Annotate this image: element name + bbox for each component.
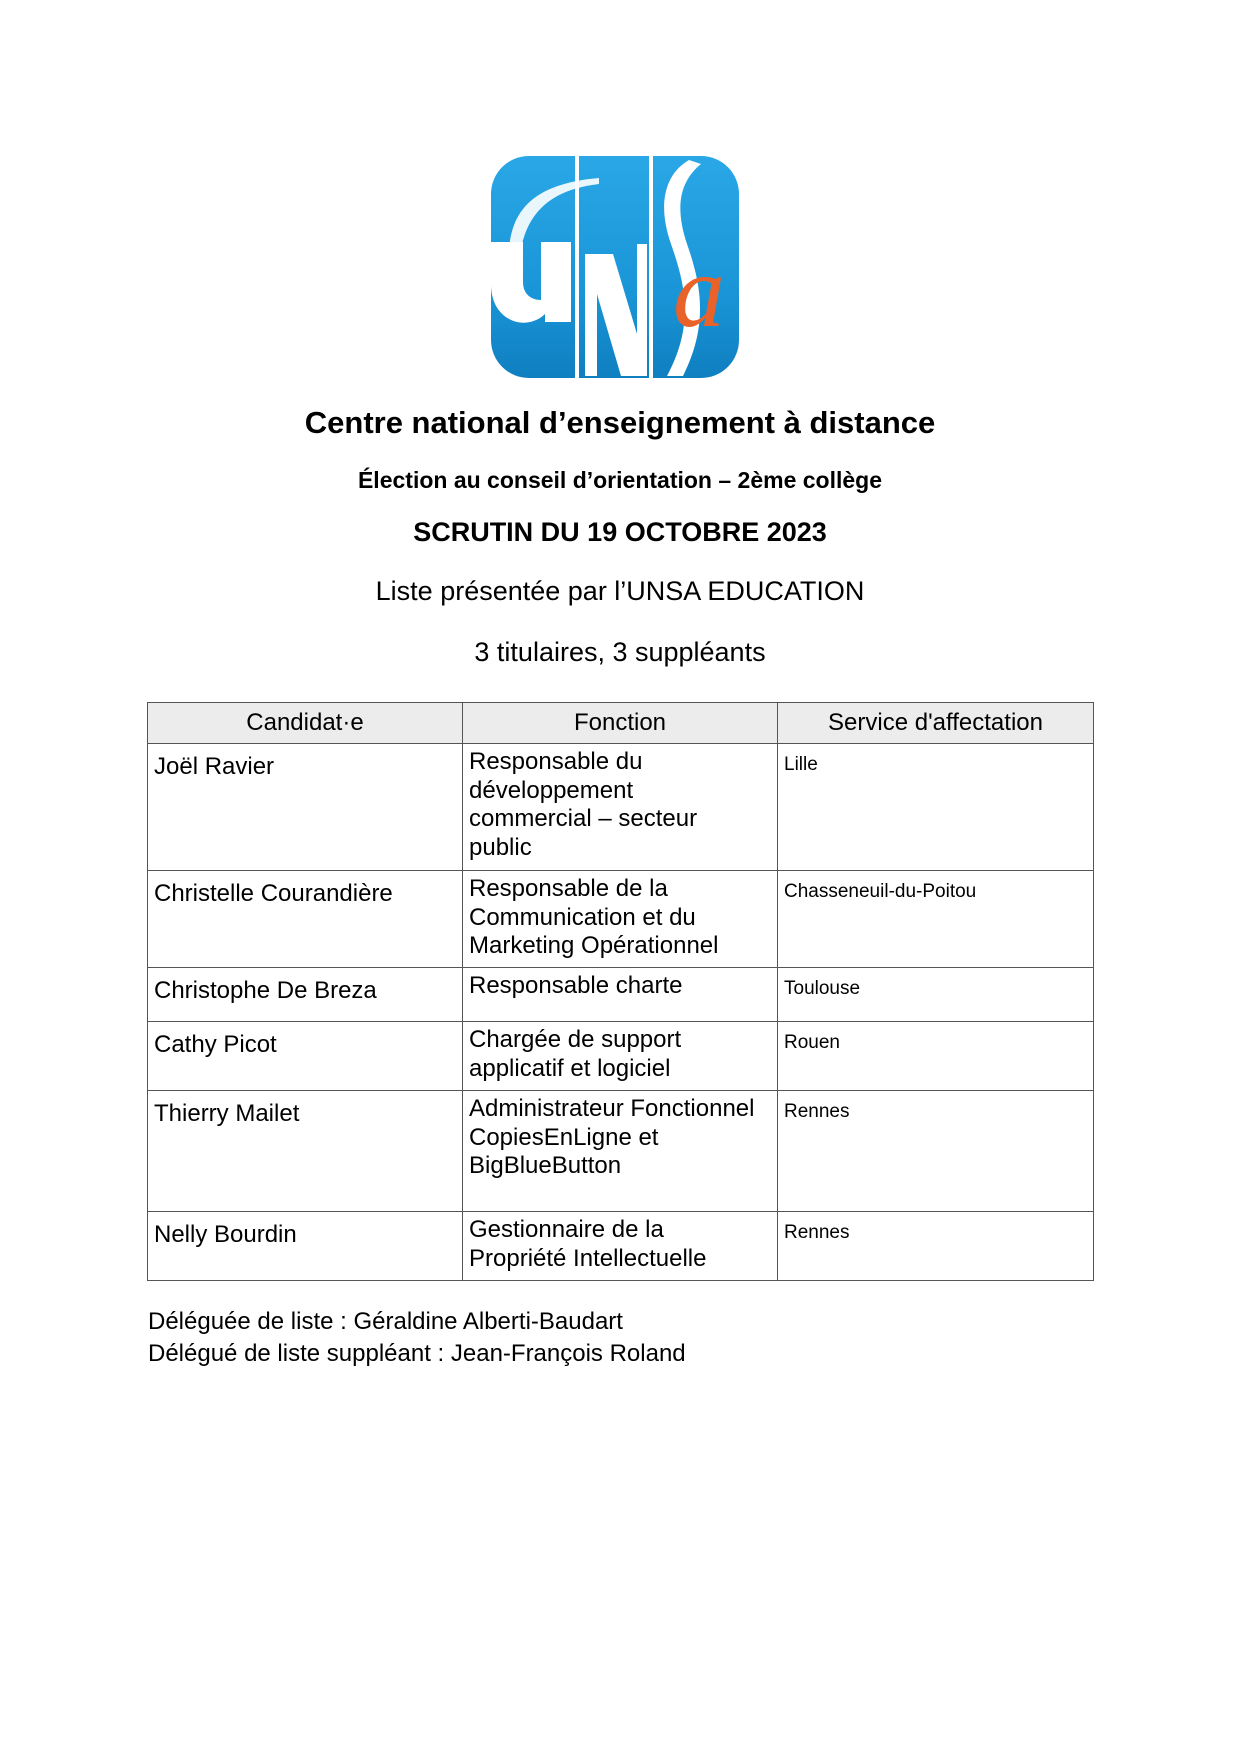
function-cell bbox=[463, 744, 778, 871]
service-cell bbox=[778, 968, 1094, 1022]
function-line: public bbox=[469, 833, 532, 861]
function-cell bbox=[463, 1212, 778, 1281]
function-text bbox=[463, 1022, 777, 1083]
column-header-candidate: Candidat·e bbox=[148, 703, 463, 744]
function-line: Communication et du bbox=[469, 903, 696, 931]
function-cell bbox=[463, 1091, 778, 1212]
function-line: applicatif et logiciel bbox=[469, 1054, 671, 1082]
table-row bbox=[148, 744, 1094, 871]
candidate-cell bbox=[148, 1022, 463, 1091]
list-presenter: Liste présentée par l’UNSA EDUCATION bbox=[375, 576, 865, 606]
logo-divider-2 bbox=[649, 156, 653, 378]
function-line: Responsable charte bbox=[469, 972, 683, 999]
unsa-logo bbox=[489, 154, 749, 382]
column-header-function: Fonction bbox=[463, 703, 778, 744]
service-cell bbox=[778, 744, 1094, 871]
candidate-cell bbox=[148, 871, 463, 968]
function-line: développement bbox=[469, 776, 634, 804]
function-text bbox=[463, 744, 777, 862]
function-line: Responsable de la bbox=[469, 875, 668, 902]
candidate-cell bbox=[148, 744, 463, 871]
ballot-date: SCRUTIN DU 19 OCTOBRE 2023 bbox=[413, 517, 827, 547]
function-line: Marketing Opérationnel bbox=[469, 932, 719, 959]
service-location: Chasseneuil-du-Poitou bbox=[784, 881, 977, 902]
function-cell bbox=[463, 1022, 778, 1091]
function-text bbox=[463, 1212, 777, 1273]
table-row bbox=[148, 968, 1094, 1022]
delegates bbox=[148, 1306, 686, 1370]
candidate-name: Christophe De Breza bbox=[154, 977, 377, 1004]
service-cell bbox=[778, 1212, 1094, 1281]
logo-letter-a: a bbox=[673, 234, 725, 349]
service-location: Toulouse bbox=[784, 978, 861, 999]
table-row bbox=[148, 871, 1094, 968]
service-location: Rennes bbox=[784, 1222, 850, 1243]
table-row bbox=[148, 1091, 1094, 1212]
function-cell bbox=[463, 871, 778, 968]
candidate-name: Nelly Bourdin bbox=[154, 1221, 297, 1248]
logo-divider-1 bbox=[575, 156, 579, 378]
candidate-name: Cathy Picot bbox=[154, 1031, 277, 1058]
service-location: Rouen bbox=[784, 1032, 840, 1053]
service-location: Lille bbox=[784, 754, 818, 775]
candidate-name: Christelle Courandière bbox=[154, 880, 393, 907]
service-location: Rennes bbox=[784, 1101, 850, 1122]
function-line: commercial – secteur bbox=[469, 805, 698, 832]
organization-title: Centre national d’enseignement à distance bbox=[304, 405, 936, 440]
unsa-logo-graphic bbox=[489, 154, 749, 382]
list-deputy-delegate: Délégué de liste suppléant : Jean-François Roland bbox=[148, 1340, 686, 1367]
function-line: Responsable du bbox=[469, 748, 643, 775]
function-line: Chargée de support bbox=[469, 1026, 682, 1053]
function-text bbox=[463, 1091, 777, 1181]
table-row bbox=[148, 1212, 1094, 1281]
function-line: CopiesEnLigne et bbox=[469, 1123, 659, 1151]
function-cell bbox=[463, 968, 778, 1022]
candidate-cell bbox=[148, 968, 463, 1022]
function-text bbox=[463, 968, 777, 1001]
election-subtitle: Élection au conseil d’orientation – 2ème collège bbox=[357, 467, 883, 493]
service-cell bbox=[778, 871, 1094, 968]
seats-count: 3 titulaires, 3 suppléants bbox=[474, 637, 766, 667]
candidate-name: Thierry Mailet bbox=[154, 1100, 300, 1127]
table-header-row bbox=[148, 703, 1094, 744]
function-line: Gestionnaire de la bbox=[469, 1216, 664, 1243]
function-line: BigBlueButton bbox=[469, 1152, 622, 1179]
column-header-service: Service d'affectation bbox=[778, 703, 1094, 744]
table-row bbox=[148, 1022, 1094, 1091]
candidate-name: Joël Ravier bbox=[154, 753, 275, 780]
function-line: Propriété Intellectuelle bbox=[469, 1244, 707, 1272]
candidates-table bbox=[147, 702, 1094, 1281]
function-line: Administrateur Fonctionnel bbox=[469, 1095, 755, 1122]
service-cell bbox=[778, 1091, 1094, 1212]
candidate-cell bbox=[148, 1091, 463, 1212]
list-delegate: Déléguée de liste : Géraldine Alberti-Baudart bbox=[148, 1308, 623, 1335]
service-cell bbox=[778, 1022, 1094, 1091]
candidate-cell bbox=[148, 1212, 463, 1281]
function-text bbox=[463, 871, 777, 961]
